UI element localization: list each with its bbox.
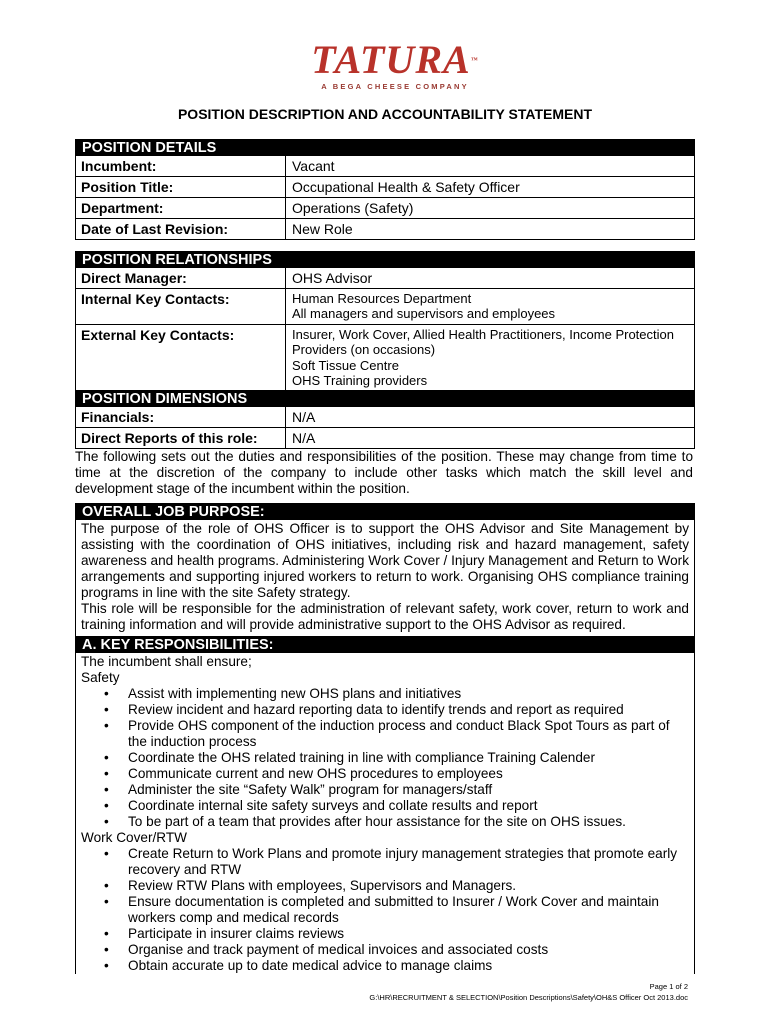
internal-contacts-label: Internal Key Contacts: <box>76 289 286 324</box>
direct-reports-label: Direct Reports of this role: <box>76 428 286 448</box>
financials-label: Financials: <box>76 407 286 427</box>
external-contact-item: Insurer, Work Cover, Allied Health Practitioners, Income Protection Providers (on occasions) <box>292 326 674 358</box>
position-relationships-heading: POSITION RELATIONSHIPS <box>76 252 694 268</box>
key-responsibilities-box <box>75 636 695 974</box>
position-title-label: Position Title: <box>76 177 286 197</box>
revision-date-value: New Role <box>292 221 353 237</box>
document-title: POSITION DESCRIPTION AND ACCOUNTABILITY STATEMENT <box>177 106 593 122</box>
logo-tagline: A BEGA CHEESE COMPANY <box>321 82 469 91</box>
page-number: Page 1 of 2 <box>649 982 688 991</box>
financials-value: N/A <box>292 409 316 425</box>
tatura-logo <box>300 37 490 100</box>
list-item: • Organise and track payment of medical invoices and associated costs <box>81 942 689 958</box>
overall-job-purpose-heading: OVERALL JOB PURPOSE: <box>76 504 694 520</box>
internal-contact-item: All managers and supervisors and employees <box>292 306 556 322</box>
table-row <box>76 427 694 448</box>
page-footer <box>75 981 688 1003</box>
internal-contacts-value <box>286 289 694 324</box>
table-row <box>76 268 694 288</box>
list-item: • Obtain accurate up to date medical advice to manage claims <box>81 958 689 974</box>
external-contact-item: OHS Training providers <box>292 373 428 389</box>
list-item: • Administer the site “Safety Walk” program for managers/staff <box>81 782 689 798</box>
position-dimensions-heading: POSITION DIMENSIONS <box>76 391 694 407</box>
list-item: • Ensure documentation is completed and submitted to Insurer / Work Cover and maintain workers comp and medical records <box>81 894 689 926</box>
table-row <box>76 288 694 324</box>
revision-date-label: Date of Last Revision: <box>76 219 286 239</box>
logo-trademark: ™ <box>470 56 479 64</box>
list-item: • Communicate current and new OHS procedures to employees <box>81 766 689 782</box>
table-row <box>76 407 694 427</box>
direct-manager-value: OHS Advisor <box>292 270 373 286</box>
list-item: • Create Return to Work Plans and promote injury management strategies that promote early recovery and RTW <box>81 846 689 878</box>
external-contacts-label: External Key Contacts: <box>76 325 286 391</box>
table-row <box>76 156 694 176</box>
intro-paragraph: The following sets out the duties and responsibilities of the position. These may change from time to time at the discretion of the company to include other tasks which match the skill level and development stage of the incumbent within the position. <box>75 449 693 497</box>
incumbent-value: Vacant <box>292 158 335 174</box>
internal-contact-item: Human Resources Department <box>292 291 472 306</box>
purpose-paragraph: This role will be responsible for the administration of relevant safety, work cover, return to work and training information and will provide administrative support to the OHS Advisor as required. <box>81 601 689 632</box>
position-title-value: Occupational Health & Safety Officer <box>292 179 520 195</box>
external-contacts-value <box>286 325 694 391</box>
safety-list <box>81 686 689 830</box>
workcover-list <box>81 846 689 974</box>
table-row <box>76 324 694 391</box>
responsibilities-intro: The incumbent shall ensure; <box>81 654 252 669</box>
table-row <box>76 197 694 218</box>
external-contact-item: Soft Tissue Centre <box>292 357 399 373</box>
file-path: G:\HR\RECRUITMENT & SELECTION\Position Descriptions\Safety\OH&S Officer Oct 2013.doc <box>369 993 688 1002</box>
direct-manager-label: Direct Manager: <box>76 268 286 288</box>
key-responsibilities-heading: A. KEY RESPONSIBILITIES: <box>76 637 694 653</box>
direct-reports-value: N/A <box>292 430 316 446</box>
list-item: • Review incident and hazard reporting data to identify trends and report as required <box>81 702 689 718</box>
position-details-heading: POSITION DETAILS <box>76 140 694 156</box>
workcover-subheading: Work Cover/RTW <box>81 830 187 845</box>
table-row <box>76 218 694 239</box>
position-details-table <box>75 139 695 240</box>
purpose-paragraph: The purpose of the role of OHS Officer is to support the OHS Advisor and Site Management by assisting with the coordination of OHS initiatives, including risk and hazard management, safety awareness and health programs. Administering Work Cover / Injury Management and Return to Work arrangements and supporting injured workers to return to work. Organising OHS compliance training programs in line with the site Safety strategy. <box>81 521 689 600</box>
logo-wordmark: TATURA <box>311 37 471 82</box>
department-value: Operations (Safety) <box>292 200 414 216</box>
list-item: • Assist with implementing new OHS plans and initiatives <box>81 686 689 702</box>
position-relationships-table <box>75 251 695 391</box>
position-dimensions-table <box>75 390 695 449</box>
list-item: • Coordinate the OHS related training in line with compliance Training Calender <box>81 750 689 766</box>
list-item: • Participate in insurer claims reviews <box>81 926 689 942</box>
department-label: Department: <box>76 198 286 218</box>
list-item: • To be part of a team that provides after hour assistance for the site on OHS issues. <box>81 814 689 830</box>
list-item: • Provide OHS component of the induction process and conduct Black Spot Tours as part of the induction process <box>81 718 689 750</box>
table-row <box>76 176 694 197</box>
list-item: • Review RTW Plans with employees, Supervisors and Managers. <box>81 878 689 894</box>
incumbent-label: Incumbent: <box>76 156 286 176</box>
list-item: • Coordinate internal site safety surveys and collate results and report <box>81 798 689 814</box>
overall-job-purpose-box <box>75 503 695 637</box>
safety-subheading: Safety <box>81 670 120 685</box>
